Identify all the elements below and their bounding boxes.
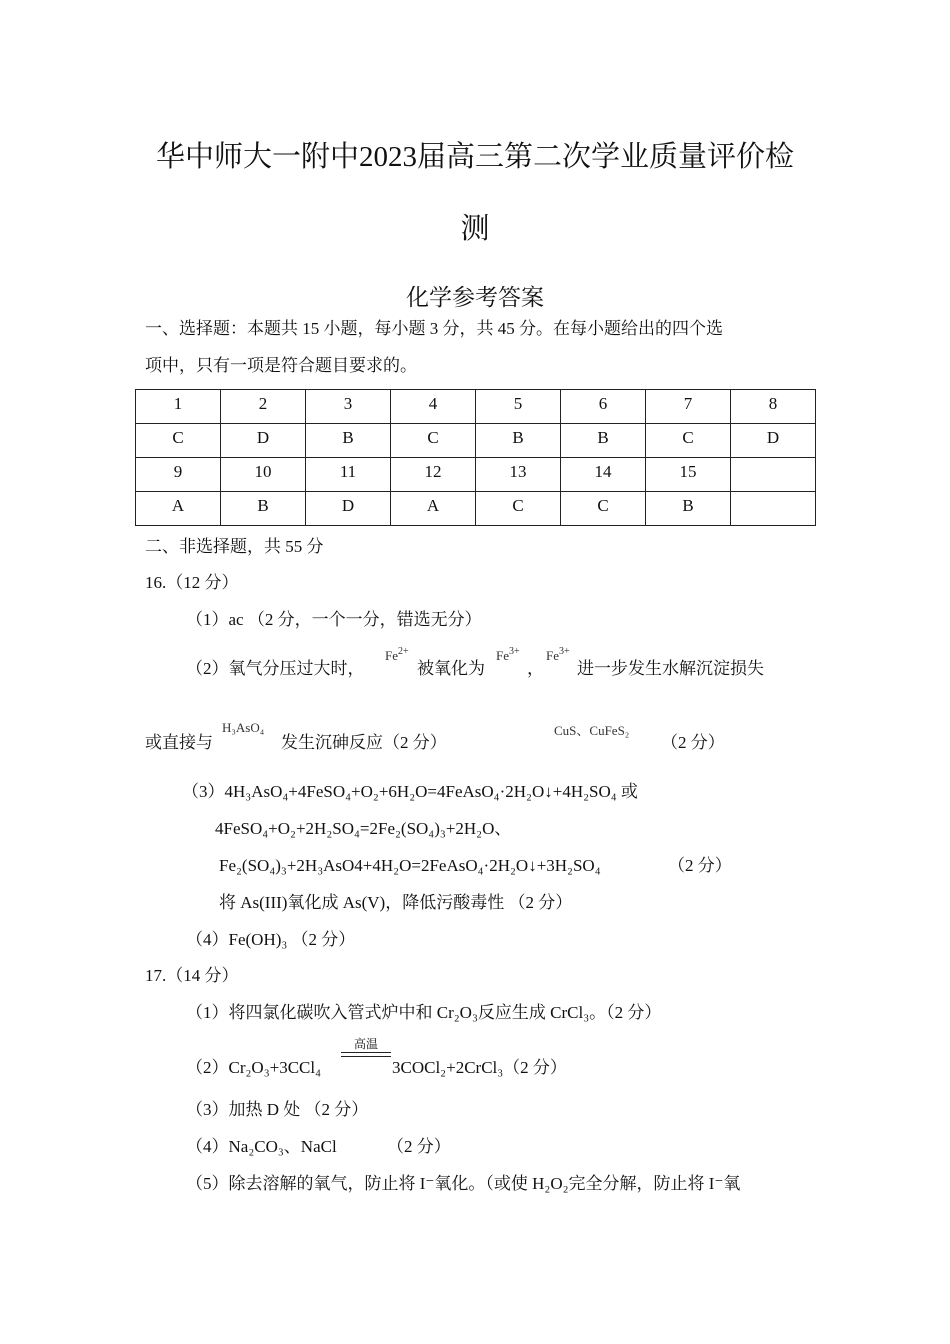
q17-answer-1: （1）将四氯化碳吹入管式炉中和 Cr₂O₃反应生成 CrCl₃。（2 分） — [186, 1003, 662, 1022]
q16-answer-2-score: （2 分） — [661, 733, 725, 752]
table-cell: 13 — [476, 458, 561, 492]
q17-answer-2-right: 3COCl₂+2CrCl₃（2 分） — [392, 1058, 567, 1077]
q16-answer-2-line2-suffix: 发生沉砷反应（2 分） — [281, 733, 447, 752]
table-cell — [731, 458, 816, 492]
q16-answer-2-mid: 被氧化为 — [417, 659, 485, 678]
fe2-ion: $Fe^{2+}$ — [385, 646, 409, 663]
q16-answer-4: （4）Fe(OH)₃ （2 分） — [186, 930, 356, 949]
table-cell: C — [391, 424, 476, 458]
table-cell: 2 — [221, 390, 306, 424]
table-cell: 7 — [646, 390, 731, 424]
h3aso4-formula: H₃AsO₄ — [222, 720, 265, 735]
table-row — [136, 458, 816, 492]
table-row — [136, 424, 816, 458]
reaction-condition-arrow — [341, 1037, 391, 1057]
table-cell: 12 — [391, 458, 476, 492]
equals-sign-icon — [341, 1052, 391, 1057]
table-cell: D — [221, 424, 306, 458]
table-cell: 4 — [391, 390, 476, 424]
page-title-line2: 测 — [460, 213, 490, 245]
table-cell — [731, 492, 816, 526]
fe3-ion-2: $Fe^{3+}$ — [546, 646, 570, 663]
q16-answer-3-line3: Fe₂(SO₄)₃+2H₃AsO4+4H₂O=2FeAsO₄·2H₂O↓+3H₂SO₄ — [219, 856, 601, 875]
q16-heading: 16.（12 分） — [145, 573, 239, 592]
answer-table — [135, 389, 816, 526]
table-row — [136, 390, 816, 424]
q16-answer-3-line1: （3）4H₃AsO₄+4FeSO₄+O₂+6H₂O=4FeAsO₄·2H₂O↓+4H₂SO₄ 或 — [182, 782, 638, 801]
section1-text-line1: 一、选择题：本题共 15 小题，每小题 3 分，共 45 分。在每小题给出的四个选 — [145, 319, 723, 338]
table-cell: 11 — [306, 458, 391, 492]
table-cell: 10 — [221, 458, 306, 492]
table-cell: 6 — [561, 390, 646, 424]
q16-answer-1: （1）ac （2 分，一个一分，错选无分） — [186, 610, 482, 629]
table-cell: C — [561, 492, 646, 526]
q16-answer-3-line2: 4FeSO₄+O₂+2H₂SO₄=2Fe₂(SO₄)₃+2H₂O、 — [215, 819, 512, 838]
q16-answer-2-line2-prefix: 或直接与 — [145, 733, 213, 752]
table-cell: 8 — [731, 390, 816, 424]
table-cell: D — [306, 492, 391, 526]
fe3-ion: $Fe^{3+}$ — [496, 646, 520, 663]
reaction-condition-label: 高温 — [353, 1037, 378, 1051]
table-cell: 5 — [476, 390, 561, 424]
q16-comma: ， — [527, 659, 544, 678]
cus-formula: CuS、CuFeS₂ — [554, 723, 630, 738]
q17-heading: 17.（14 分） — [145, 966, 239, 985]
q16-answer-2-prefix: （2）氧气分压过大时， — [186, 659, 365, 678]
table-row — [136, 492, 816, 526]
q17-answer-5: （5）除去溶解的氧气，防止将 I⁻氧化。（或使 H₂O₂完全分解，防止将 I⁻氧 — [186, 1174, 741, 1193]
q17-answer-3: （3）加热 D 处 （2 分） — [186, 1100, 369, 1119]
table-cell: B — [306, 424, 391, 458]
q16-answer-3-line4: 将 As(III)氧化成 As(V)，降低污酸毒性 （2 分） — [219, 893, 573, 912]
table-cell: D — [731, 424, 816, 458]
table-cell: 3 — [306, 390, 391, 424]
table-cell: B — [646, 492, 731, 526]
table-cell: 14 — [561, 458, 646, 492]
table-cell: B — [221, 492, 306, 526]
table-cell: C — [136, 424, 221, 458]
q17-answer-2-left: （2）Cr₂O₃+3CCl₄ — [186, 1058, 322, 1077]
table-cell: C — [476, 492, 561, 526]
table-cell: A — [136, 492, 221, 526]
q16-answer-3-line3-score: （2 分） — [668, 856, 732, 875]
table-cell: A — [391, 492, 476, 526]
table-cell: 9 — [136, 458, 221, 492]
table-cell: C — [646, 424, 731, 458]
table-cell: B — [561, 424, 646, 458]
table-cell: 15 — [646, 458, 731, 492]
section1-text-line2: 项中，只有一项是符合题目要求的。 — [145, 356, 417, 375]
q17-answer-4-score: （2 分） — [387, 1137, 451, 1156]
page-subtitle: 化学参考答案 — [406, 285, 544, 310]
section2-heading: 二、非选择题，共 55 分 — [145, 537, 324, 556]
q16-answer-2-suffix: 进一步发生水解沉淀损失 — [577, 659, 764, 678]
page-title-line1: 华中师大一附中2023届高三第二次学业质量评价检 — [155, 141, 794, 173]
table-cell: B — [476, 424, 561, 458]
table-cell: 1 — [136, 390, 221, 424]
q17-answer-4: （4）Na₂CO₃、NaCl — [186, 1137, 337, 1156]
